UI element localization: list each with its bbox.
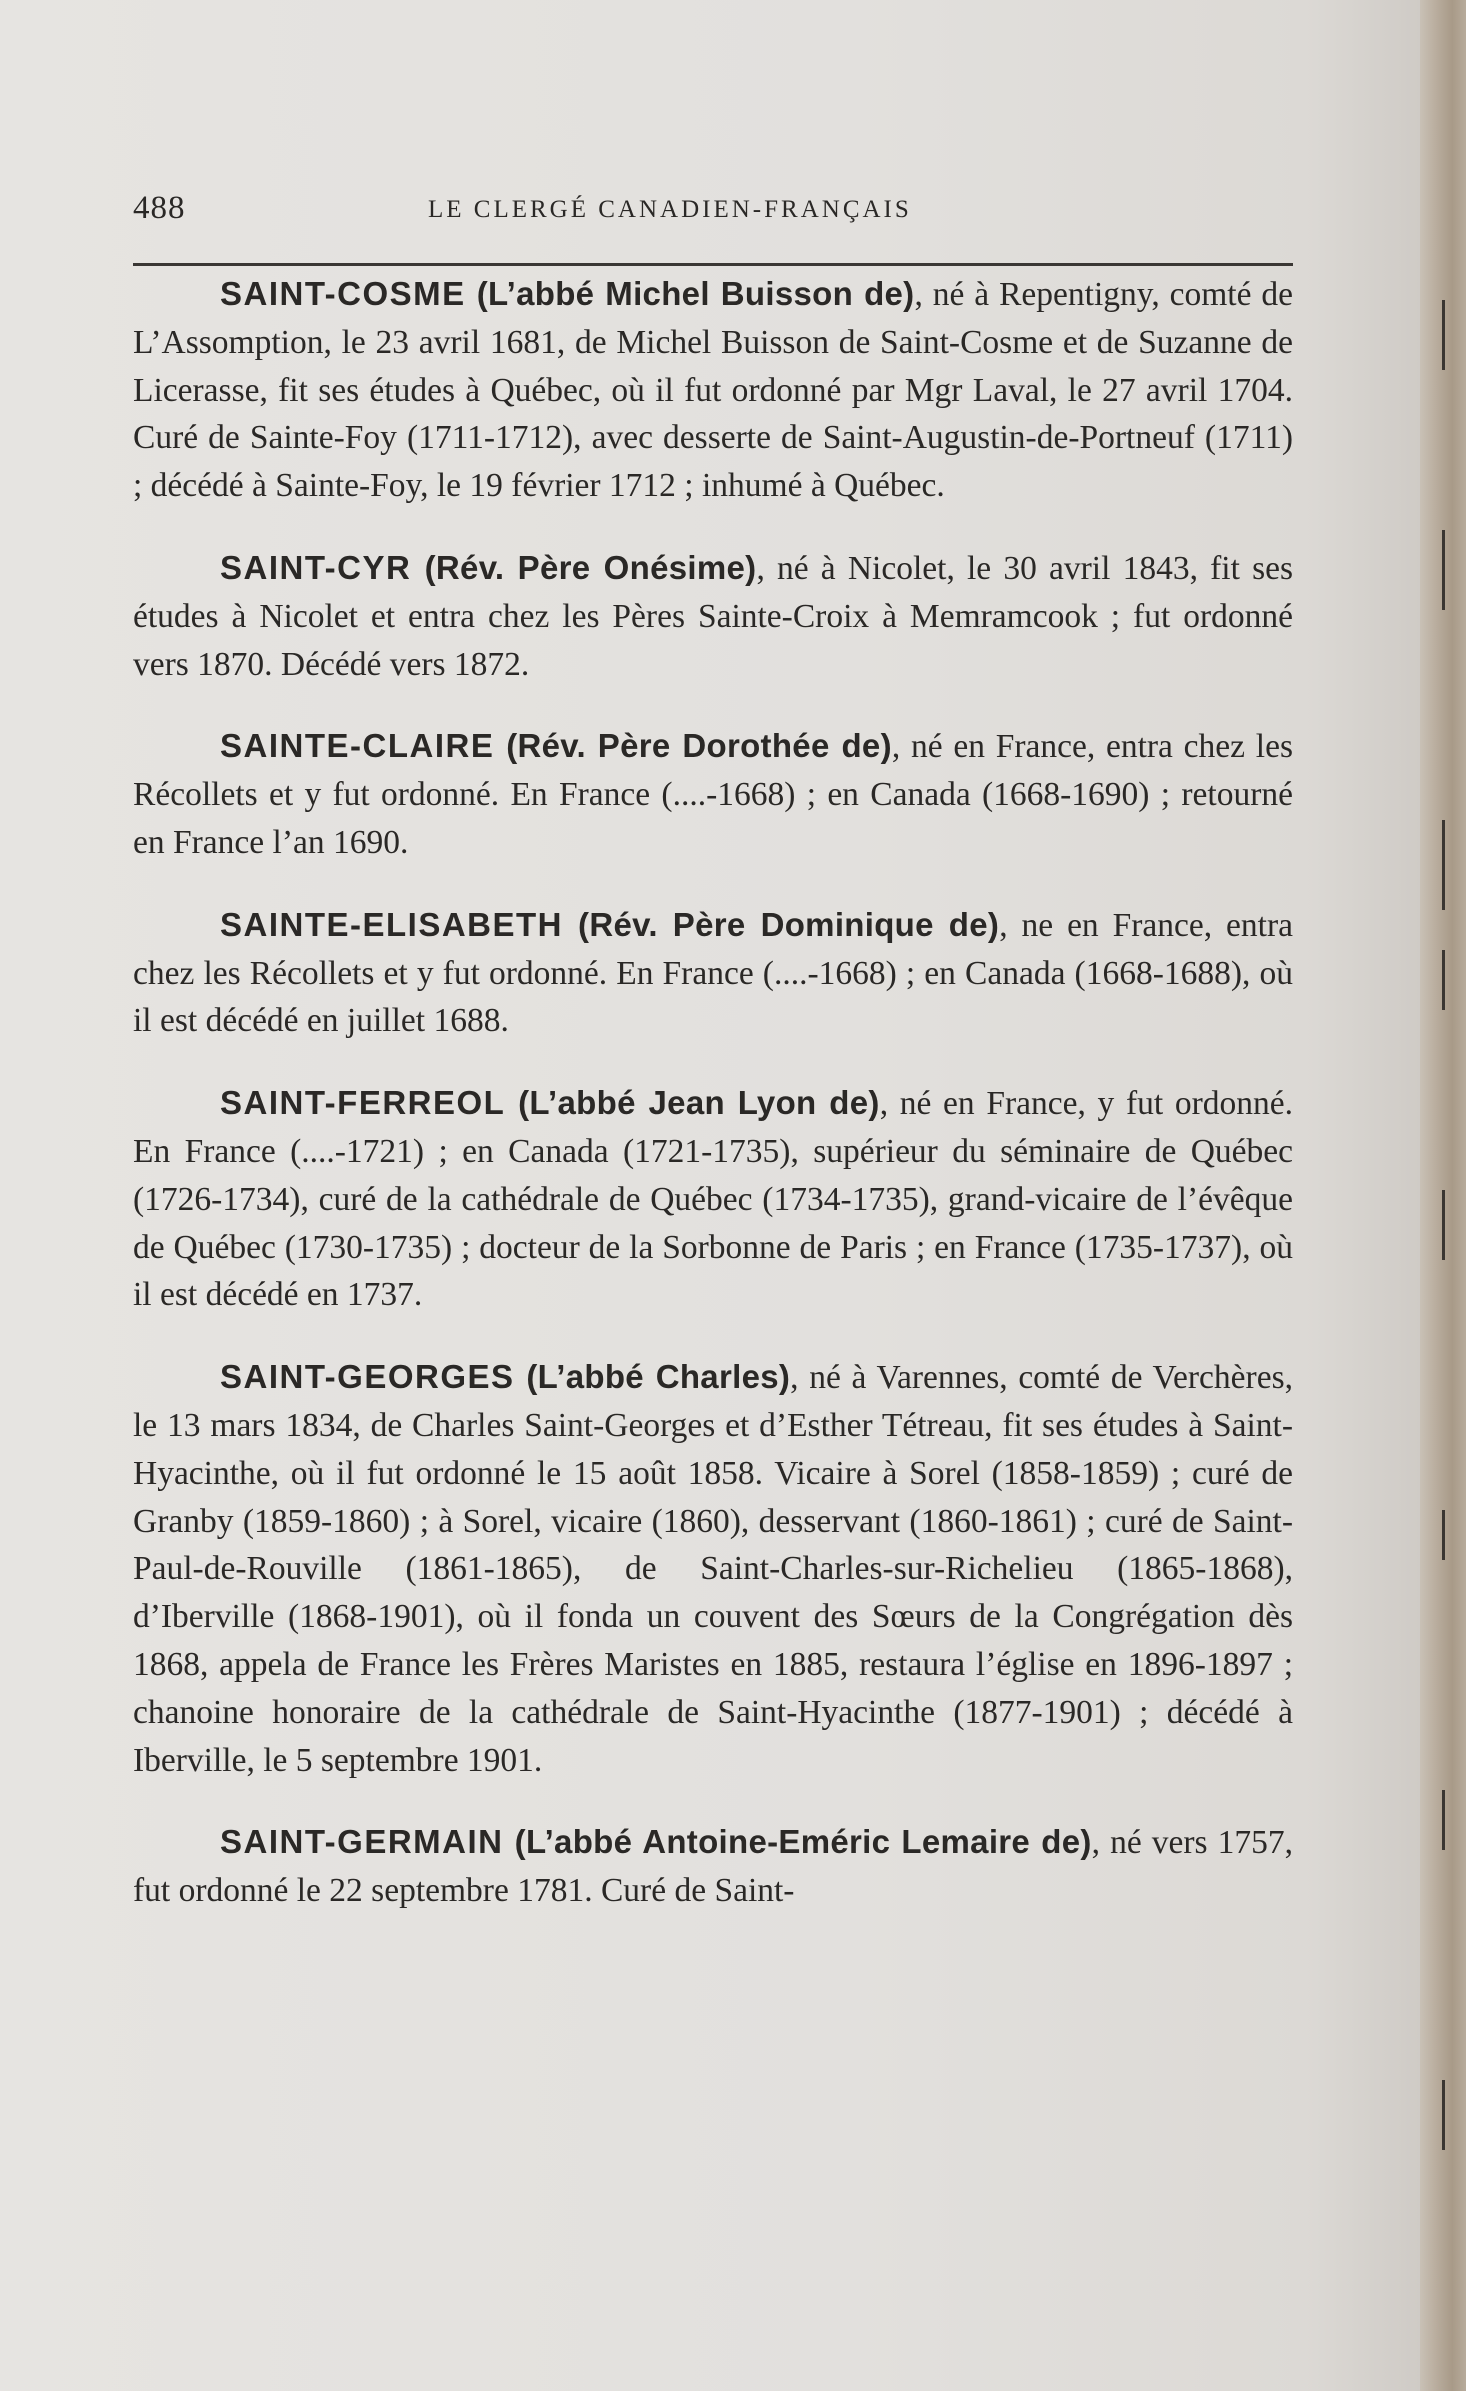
- page-number: 488: [133, 190, 186, 226]
- entry-heading: [220, 727, 892, 764]
- entry-surname: SAINT-GERMAIN: [220, 1823, 504, 1861]
- entry-heading: [220, 906, 999, 943]
- entry-heading: [220, 1358, 790, 1395]
- edge-mark: [1442, 530, 1445, 610]
- entry-surname: SAINT-CYR: [220, 548, 412, 586]
- entry-saint-ferreol: [133, 1079, 1293, 1319]
- edge-mark: [1442, 1190, 1445, 1260]
- edge-mark: [1442, 1790, 1445, 1850]
- entry-saint-georges: [133, 1353, 1293, 1784]
- entry-saint-cyr: [133, 544, 1293, 688]
- edge-mark: [1442, 950, 1445, 1010]
- entry-saint-germain: [133, 1818, 1293, 1915]
- entry-surname: SAINTE-CLAIRE: [220, 727, 495, 765]
- entry-surname: SAINT-FERREOL: [220, 1084, 506, 1122]
- entry-surname: SAINTE-ELISABETH: [220, 905, 564, 943]
- entry-saint-cosme: [133, 270, 1293, 510]
- entry-person: (Rév. Père Onésime): [424, 548, 757, 586]
- entry-person: (L’abbé Michel Buisson de): [476, 275, 915, 312]
- entry-person: (L’abbé Jean Lyon de): [518, 1084, 880, 1122]
- entry-text: , né en France, entra chez les Récollets et y fut ordonné. En France (....-1668) ; en Canada (1668-1690) ; retourné en France l’an 1690.: [133, 728, 1293, 861]
- entry-text: , né vers 1757, fut ordonné le 22 septembre 1781. Curé de Saint-: [133, 1824, 1293, 1910]
- entry-heading: [220, 549, 756, 586]
- entry-text: , né à Repentigny, comté de L’Assomption, le 23 avril 1681, de Michel Buisson de Saint-Cosme et de Suzanne de Licerasse, fit ses études à Québec, où il fut ordonné par Mgr Laval, le 27 avril 1704. Curé de Sainte-Foy (1711-1712), avec desserte de Saint-Augustin-de-Portneuf (1711) ; décédé à Sainte-Foy, le 19 février 1712 ; inhumé à Québec.: [133, 276, 1293, 505]
- entry-text: , né en France, y fut ordonné. En France (....-1721) ; en Canada (1721-1735), supérieur du séminaire de Québec (1726-1734), curé de la cathédrale de Québec (1734-1735), grand-vicaire de l’évêque de Québec (1730-1735) ; docteur de la Sorbonne de Paris ; en France (1735-1737), où il est décédé en 1737.: [133, 1085, 1294, 1314]
- entry-person: (Rév. Père Dominique de): [578, 905, 1000, 943]
- edge-mark: [1442, 820, 1445, 910]
- entry-sainte-claire: [133, 722, 1293, 866]
- edge-mark: [1442, 1510, 1445, 1560]
- running-title: LE CLERGÉ CANADIEN-FRANÇAIS: [428, 196, 912, 223]
- entry-heading: [220, 1823, 1092, 1860]
- header-rule: [133, 263, 1293, 266]
- entry-heading: [220, 275, 914, 312]
- entry-surname: SAINT-COSME: [220, 275, 466, 312]
- entry-person: (L’abbé Charles): [526, 1358, 791, 1396]
- edge-mark: [1442, 2080, 1445, 2150]
- dictionary-entries: [133, 270, 1293, 1949]
- entry-text: , ne en France, entra chez les Récollets et y fut ordonné. En France (....-1668) ; en Canada (1668-1688), où il est décédé en juillet 1688.: [133, 906, 1294, 1040]
- entry-text: , né à Varennes, comté de Verchères, le 13 mars 1834, de Charles Saint-Georges et d’Esther Tétreau, fit ses études à Saint-Hyacinthe, où il fut ordonné le 15 août 1858. Vicaire à Sorel (1858-1859) ; curé de Granby (1859-1860) ; à Sorel, vicaire (1860), desservant (1860-1861) ; curé de Saint-Paul-de-Rouville (1861-1865), de Saint-Charles-sur-Richelieu (1865-1868), d’Iberville (1868-1901), où il fonda un couvent des Sœurs de la Congrégation dès 1868, appela de France les Frères Maristes en 1885, restaura l’église en 1896-1897 ; chanoine honoraire de la cathédrale de Saint-Hyacinthe (1877-1901) ; décédé à Iberville, le 5 septembre 1901.: [133, 1359, 1293, 1779]
- entry-heading: [220, 1084, 880, 1121]
- entry-text: , né à Nicolet, le 30 avril 1843, fit ses études à Nicolet et entra chez les Pères Sainte-Croix à Memramcook ; fut ordonné vers 1870. Décédé vers 1872.: [133, 549, 1294, 683]
- entry-person: (Rév. Père Dorothée de): [506, 727, 892, 765]
- entry-person: (L’abbé Antoine-Eméric Lemaire de): [514, 1823, 1092, 1861]
- page-header: [133, 190, 1293, 240]
- entry-surname: SAINT-GEORGES: [220, 1358, 515, 1396]
- entry-sainte-elisabeth: [133, 901, 1293, 1045]
- edge-mark: [1442, 300, 1445, 370]
